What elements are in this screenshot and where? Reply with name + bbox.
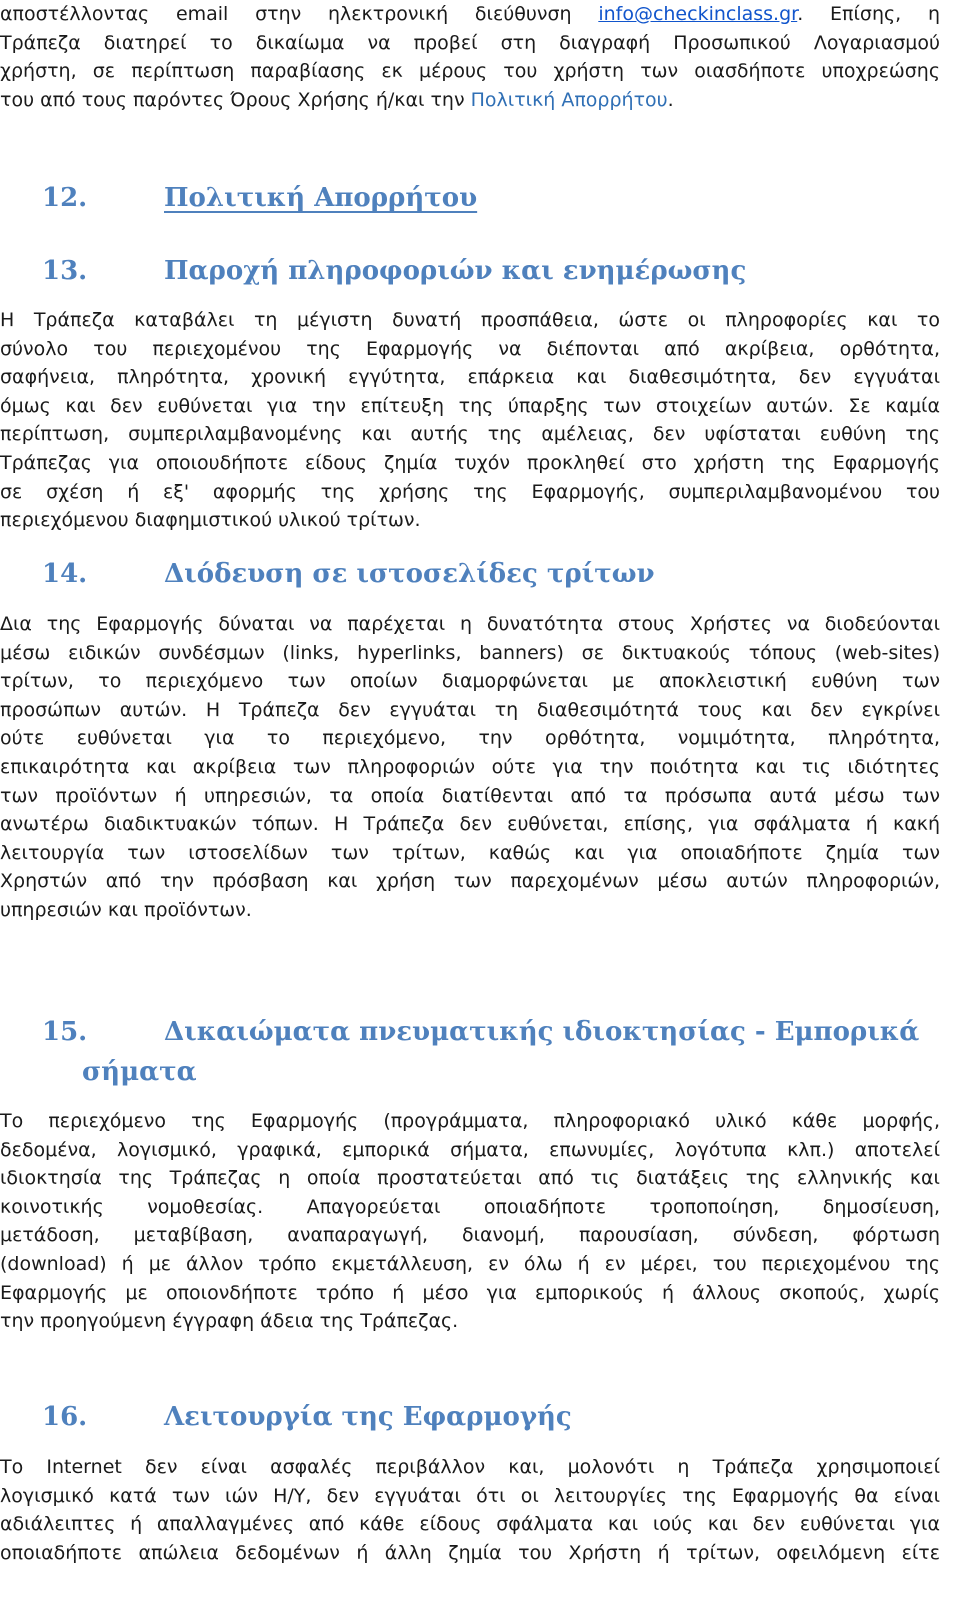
- paragraph-line: των προϊόντων ή υπηρεσιών, τα οποία διατίθενται από τα πρόσωπα αυτά μέσω των: [0, 784, 940, 807]
- paragraph-line: Το περιεχόμενο της Εφαρμογής (προγράμματα, πληροφοριακό υλικό κάθε μορφής,: [0, 1110, 940, 1132]
- paragraph-line: Χρηστών από την πρόσβαση και χρήση των παρεχομένων μέσω αυτών πληροφοριών,: [0, 870, 940, 893]
- paragraph-line: λειτουργία των ιστοσελίδων των τρίτων, καθώς και για οποιαδήποτε ζημία των: [0, 841, 940, 864]
- paragraph-line: σαφήνεια, πληρότητα, χρονική εγγύτητα, επάρκεια και διαθεσιμότητα, δεν εγγυάται: [0, 366, 940, 389]
- paragraph-line: ιδιοκτησία της Τράπεζας η οποία προστατεύεται από τις διατάξεις της ελληνικής και: [0, 1167, 940, 1190]
- paragraph-line: μέσω ειδικών συνδέσμων (links, hyperlinks, banners) σε δικτυακούς τόπους (web-sites): [0, 641, 940, 664]
- paragraph-line: (download) ή με άλλον τρόπο εκμετάλλευση, εν όλω ή εν μέρει, του περιεχομένου της: [0, 1252, 940, 1275]
- paragraph-line: όμως και δεν ευθύνεται για την επίτευξη της ύπαρξης των στοιχείων αυτών. Σε καμία: [0, 394, 940, 417]
- intro-line-2: Τράπεζα διατηρεί το δικαίωμα να προβεί στη διαγραφή Προσωπικού Λογαριασμού: [0, 31, 940, 54]
- paragraph-line: μετάδοση, μεταβίβαση, αναπαραγωγή, διανομή, παρουσίαση, σύνδεση, φόρτωση: [0, 1224, 940, 1247]
- section-number: 13.: [42, 256, 88, 286]
- section-15-heading: [0, 1012, 940, 1092]
- paragraph-line: υπηρεσιών και προϊόντων.: [0, 898, 252, 921]
- paragraph-line: την προηγούμενη έγγραφη άδεια της Τράπεζας.: [0, 1310, 459, 1333]
- privacy-policy-link[interactable]: Πολιτική Απορρήτου: [164, 183, 478, 213]
- section-title-line-2: σήματα: [82, 1057, 197, 1087]
- privacy-policy-reference[interactable]: Πολιτική Απορρήτου: [470, 88, 668, 111]
- section-title: Διόδευση σε ιστοσελίδες τρίτων: [164, 559, 655, 589]
- paragraph-line: ανωτέρω διαδικτυακών τόπων. Η Τράπεζα δεν ευθύνεται, επίσης, για σφάλματα ή κακή: [0, 813, 940, 836]
- section-number: 15.: [42, 1017, 88, 1047]
- paragraph-line: προσώπων αυτών. Η Τράπεζα δεν εγγυάται τη διαθεσιμότητά τους και δεν εγκρίνει: [0, 698, 940, 721]
- paragraph-line: τρίτων, το περιεχόμενο των οποίων διαμορφώνεται με αποκλειστική ευθύνη των: [0, 670, 940, 693]
- paragraph-line: Το Internet δεν είναι ασφαλές περιβάλλον και, μολονότι η Τράπεζα χρησιμοποιεί: [0, 1456, 940, 1478]
- intro-line-1: αποστέλλοντας email στην ηλεκτρονική διεύθυνση info@checkinclass.gr. Επίσης, η: [0, 3, 940, 25]
- intro-line-3: χρήστη, σε περίπτωση παραβίασης εκ μέρους του χρήστη των οιασδήποτε υποχρεώσης: [0, 60, 940, 83]
- section-title-line-1: Δικαιώματα πνευματικής ιδιοκτησίας - Εμπορικά: [164, 1017, 920, 1047]
- section-14-body: [0, 610, 940, 925]
- section-number: 16.: [42, 1402, 88, 1432]
- paragraph-line: αδιάλειπτες ή απαλλαγμένες από κάθε είδους σφάλματα και ιούς και δεν ευθύνεται για: [0, 1513, 940, 1536]
- section-16-body: [0, 1453, 940, 1567]
- intro-paragraph: [0, 0, 940, 114]
- paragraph-line: Εφαρμογής με οποιονδήποτε τρόπο ή μέσο για εμπορικούς ή άλλους σκοπούς, χωρίς: [0, 1281, 940, 1304]
- paragraph-line: σύνολο του περιεχομένου της Εφαρμογής να διέπονται από ακρίβεια, ορθότητα,: [0, 337, 940, 360]
- paragraph-line: δεδομένα, λογισμικό, γραφικά, εμπορικά σήματα, επωνυμίες, λογότυπα κλπ.) αποτελεί: [0, 1138, 940, 1161]
- section-number: 12.: [42, 183, 88, 213]
- paragraph-line: λογισμικό κατά των ιών Η/Υ, δεν εγγυάται ότι οι λειτουργίες της Εφαρμογής θα είναι: [0, 1484, 940, 1507]
- email-link[interactable]: info@checkinclass.gr: [598, 3, 798, 25]
- section-15-body: [0, 1107, 940, 1336]
- paragraph-line: περιεχόμενου διαφημιστικού υλικού τρίτων.: [0, 509, 421, 532]
- section-13-body: [0, 306, 940, 535]
- paragraph-line: οποιαδήποτε απώλεια δεδομένων ή άλλη ζημία του Χρήστη ή τρίτων, οφειλόμενη είτε: [0, 1541, 940, 1564]
- section-number: 14.: [42, 559, 88, 589]
- paragraph-line: Τράπεζας για οποιουδήποτε είδους ζημία τυχόν προκληθεί στο χρήστη της Εφαρμογής: [0, 451, 940, 474]
- paragraph-line: ούτε ευθύνεται για το περιεχόμενο, την ορθότητα, νομιμότητα, πληρότητα,: [0, 727, 940, 750]
- paragraph-line: επικαιρότητα και ακρίβεια των πληροφοριών ούτε για την ποιότητα και τις ιδιότητες: [0, 755, 940, 778]
- section-title: Παροχή πληροφοριών και ενημέρωσης: [164, 256, 747, 286]
- paragraph-line: σε σχέση ή εξ' αφορμής της χρήσης της Εφαρμογής, συμπεριλαμβανομένου του: [0, 480, 940, 503]
- paragraph-line: περίπτωση, συμπεριλαμβανομένης και αυτής της αμέλειας, δεν υφίσταται ευθύνη της: [0, 423, 940, 446]
- paragraph-line: Η Τράπεζα καταβάλει τη μέγιστη δυνατή προσπάθεια, ώστε οι πληροφορίες και το: [0, 309, 940, 331]
- section-title: Λειτουργία της Εφαρμογής: [164, 1402, 572, 1432]
- paragraph-line: κοινοτικής νομοθεσίας. Απαγορεύεται οποιαδήποτε τροποποίηση, δημοσίευση,: [0, 1195, 940, 1218]
- paragraph-line: Δια της Εφαρμογής δύναται να παρέχεται η δυνατότητα στους Χρήστες να διοδεύονται: [0, 613, 940, 635]
- intro-line-4: του από τους παρόντες Όρους Χρήσης ή/και την Πολιτική Απορρήτου.: [0, 88, 674, 111]
